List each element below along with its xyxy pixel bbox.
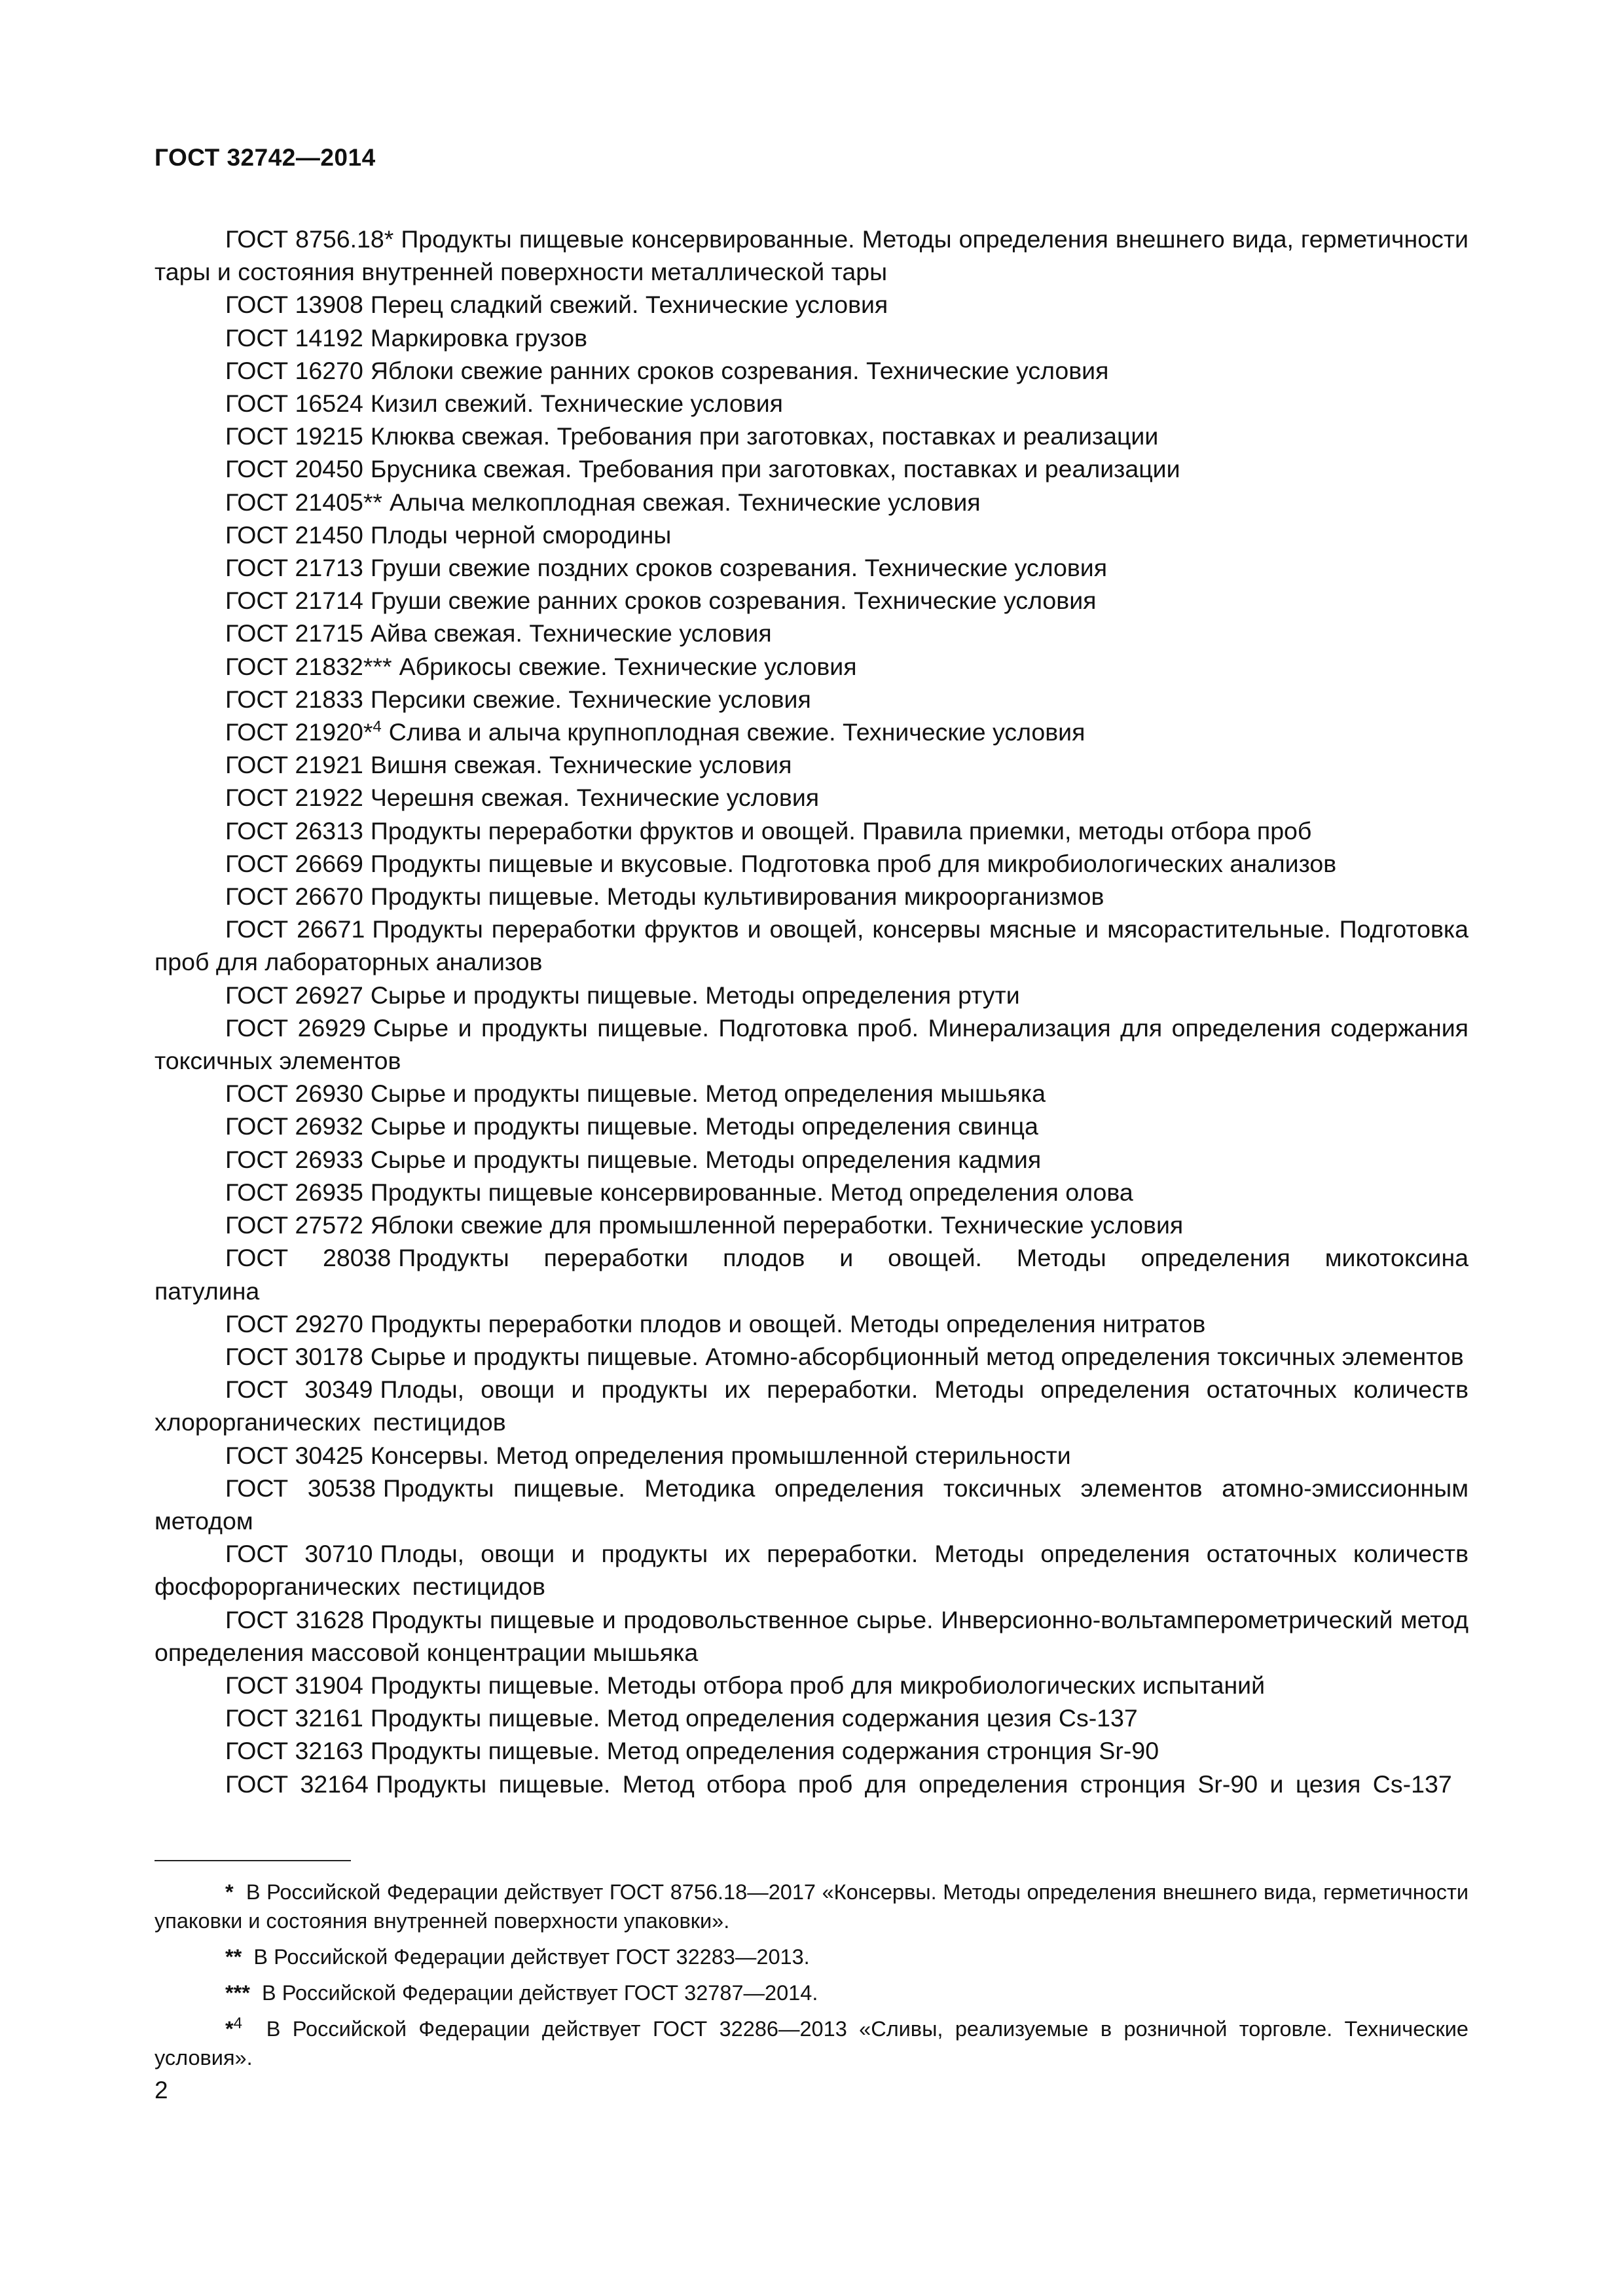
document-header: ГОСТ 32742—2014 [155,144,376,171]
reference-item: ГОСТ 8756.18* Продукты пищевые консервированные. Методы определения внешнего вида, герметичности тары и состояния внутренней поверхности металлической тары [155,225,1468,286]
reference-item: ГОСТ 26929 Сырье и продукты пищевые. Подготовка проб. Минерализация для определения содержания токсичных элементов [155,1013,1468,1075]
reference-item: ГОСТ 30425 Консервы. Метод определения промышленной стерильности [225,1441,1071,1469]
reference-item: ГОСТ 26669 Продукты пищевые и вкусовые. Подготовка проб для микробиологических анализов [225,849,1337,877]
reference-item: ГОСТ 32164 Продукты пищевые. Метод отбора проб для определения стронция Sr-90 и цезия Cs-137 [225,1770,1452,1798]
reference-item: ГОСТ 29270 Продукты переработки плодов и овощей. Методы определения нитратов [225,1309,1206,1338]
reference-item: ГОСТ 26930 Сырье и продукты пищевые. Метод определения мышьяка [225,1080,1046,1108]
reference-item: ГОСТ 31628 Продукты пищевые и продовольственное сырье. Инверсионно-вольтамперометрический метод определения массовой концентрации мышьяка [155,1605,1469,1666]
footnote-item: *$^4$ В Российской Федерации действует ГОСТ 32286—2013 «Сливы, реализуемые в розничной торговле. Технические условия». [155,2014,1469,2069]
reference-item: ГОСТ 21922 Черешня свежая. Технические условия [225,784,820,812]
reference-item: ГОСТ 26935 Продукты пищевые консервированные. Метод определения олова [225,1178,1133,1206]
reference-item: ГОСТ 21714 Груши свежие ранних сроков созревания. Технические условия [225,587,1097,615]
reference-item: ГОСТ 21713 Груши свежие поздних сроков созревания. Технические условия [225,554,1108,582]
reference-item: ГОСТ 19215 Клюква свежая. Требования при заготовках, поставках и реализации [225,422,1159,450]
reference-item: ГОСТ 26671 Продукты переработки фруктов и овощей, консервы мясные и мясорастительные. Подготовка проб для лабораторных анализов [155,915,1468,976]
reference-item: ГОСТ 30538 Продукты пищевые. Методика определения токсичных элементов атомно-эмиссионным методом [155,1474,1468,1535]
footnotes [155,1878,1468,2079]
footnote-separator [155,1860,351,1861]
reference-item: ГОСТ 21450 Плоды черной смородины [225,520,672,549]
reference-item: ГОСТ 32161 Продукты пищевые. Метод определения содержания цезия Cs-137 [225,1704,1138,1732]
page-number: 2 [155,2077,168,2104]
reference-item: ГОСТ 31904 Продукты пищевые. Методы отбора проб для микробиологических испытаний [225,1671,1266,1699]
reference-item: ГОСТ 21833 Персики свежие. Технические условия [225,685,811,713]
reference-item: ГОСТ 21405** Алыча мелкоплодная свежая. Технические условия [225,488,981,516]
reference-item: ГОСТ 26670 Продукты пищевые. Методы культивирования микроорганизмов [225,883,1104,911]
reference-item: ГОСТ 26927 Сырье и продукты пищевые. Методы определения ртути [225,981,1020,1009]
reference-item: ГОСТ 21921 Вишня свежая. Технические условия [225,751,792,779]
reference-item: ГОСТ 21715 Айва свежая. Технические условия [225,619,772,647]
reference-item: ГОСТ 16524 Кизил свежий. Технические условия [225,390,783,418]
reference-item: ГОСТ 32163 Продукты пищевые. Метод определения содержания стронция Sr-90 [225,1737,1159,1765]
footnote-item: *** В Российской Федерации действует ГОСТ 32787—2014. [225,1981,818,2005]
reference-item: ГОСТ 30710 Плоды, овощи и продукты их переработки. Методы определения остаточных количеств фосфорорганических пестицидов [155,1540,1468,1601]
reference-item: ГОСТ 21920*$^4$ Слива и алыча крупноплодная свежие. Технические условия [225,718,1085,746]
reference-item: ГОСТ 26313 Продукты переработки фруктов и овощей. Правила приемки, методы отбора проб [225,816,1312,845]
footnote-item: ** В Российской Федерации действует ГОСТ 32283—2013. [225,1945,810,1969]
reference-item: ГОСТ 26932 Сырье и продукты пищевые. Методы определения свинца [225,1112,1038,1140]
reference-item: ГОСТ 21832*** Абрикосы свежие. Технические условия [225,652,857,680]
footnote-item: * В Российской Федерации действует ГОСТ 8756.18—2017 «Консервы. Методы определения внешнего вида, герметичности упаковки и состояния внутренней поверхности упаковки». [155,1880,1469,1933]
reference-item: ГОСТ 30349 Плоды, овощи и продукты их переработки. Методы определения остаточных количеств хлорорганических пестицидов [155,1376,1468,1436]
reference-item: ГОСТ 14192 Маркировка грузов [225,323,588,352]
reference-item: ГОСТ 26933 Сырье и продукты пищевые. Методы определения кадмия [225,1145,1042,1173]
reference-item: ГОСТ 16270 Яблоки свежие ранних сроков созревания. Технические условия [225,356,1109,384]
reference-item: ГОСТ 30178 Сырье и продукты пищевые. Атомно-абсорбционный метод определения токсичных элементов [225,1342,1464,1370]
reference-item: ГОСТ 20450 Брусника свежая. Требования при заготовках, поставках и реализации [225,455,1180,483]
normative-references-list [155,223,1468,1800]
reference-item: ГОСТ 28038 Продукты переработки плодов и овощей. Методы определения микотоксина патулина [155,1244,1469,1305]
reference-item: ГОСТ 13908 Перец сладкий свежий. Технические условия [225,291,888,319]
reference-item: ГОСТ 27572 Яблоки свежие для промышленной переработки. Технические условия [225,1211,1184,1239]
